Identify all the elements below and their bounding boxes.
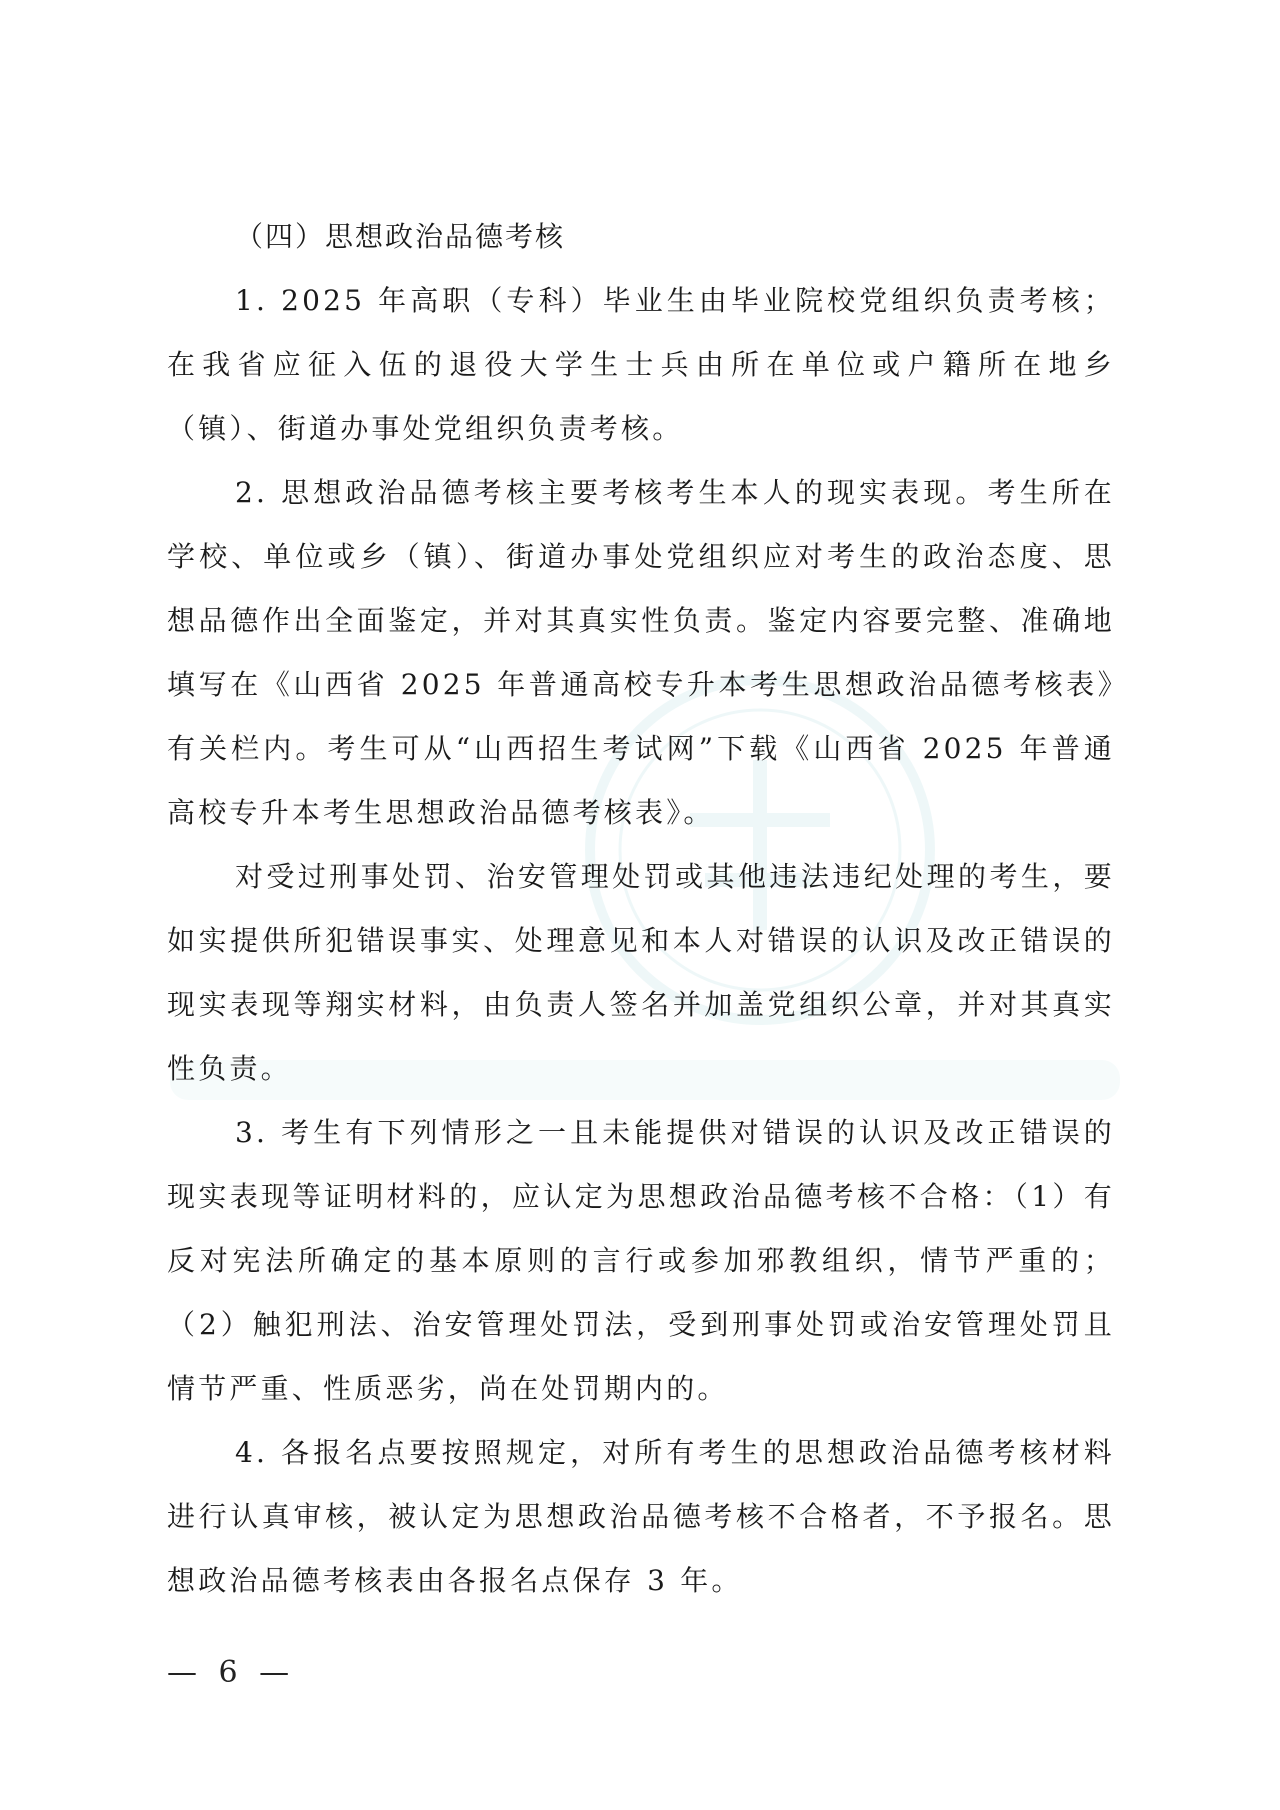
paragraph: 4. 各报名点要按照规定，对所有考生的思想政治品德考核材料进行认真审核，被认定为思想政治品德考核不合格者，不予报名。思想政治品德考核表由各报名点保存 3 年。 [167, 1436, 1115, 1597]
document-body [167, 205, 1115, 1613]
section-heading: （四）思想政治品德考核 [235, 220, 566, 253]
paragraph: 2. 思想政治品德考核主要考核考生本人的现实表现。考生所在学校、单位或乡（镇）、街道办事处党组织应对考生的政治态度、思想品德作出全面鉴定，并对其真实性负责。鉴定内容要完整、准确地填写在《山西省 2025 年普通高校专升本考生思想政治品德考核表》有关栏内。考生可从“山西招生考试网”下载《山西省 2025 年普通高校专升本考生思想政治品德考核表》。 [167, 476, 1115, 829]
paragraph: 1. 2025 年高职（专科）毕业生由毕业院校党组织负责考核；在我省应征入伍的退役大学生士兵由所在单位或户籍所在地乡（镇）、街道办事处党组织负责考核。 [167, 284, 1115, 445]
paragraph: 3. 考生有下列情形之一且未能提供对错误的认识及改正错误的现实表现等证明材料的，应认定为思想政治品德考核不合格：（1）有反对宪法所确定的基本原则的言行或参加邪教组织，情节严重的；（2）触犯刑法、治安管理处罚法，受到刑事处罚或治安管理处罚且情节严重、性质恶劣，尚在处罚期内的。 [167, 1116, 1115, 1405]
page-number: — 6 — [167, 1655, 296, 1690]
paragraph: 对受过刑事处罚、治安管理处罚或其他违法违纪处理的考生，要如实提供所犯错误事实、处理意见和本人对错误的认识及改正错误的现实表现等翔实材料，由负责人签名并加盖党组织公章，并对其真实性负责。 [167, 860, 1115, 1085]
